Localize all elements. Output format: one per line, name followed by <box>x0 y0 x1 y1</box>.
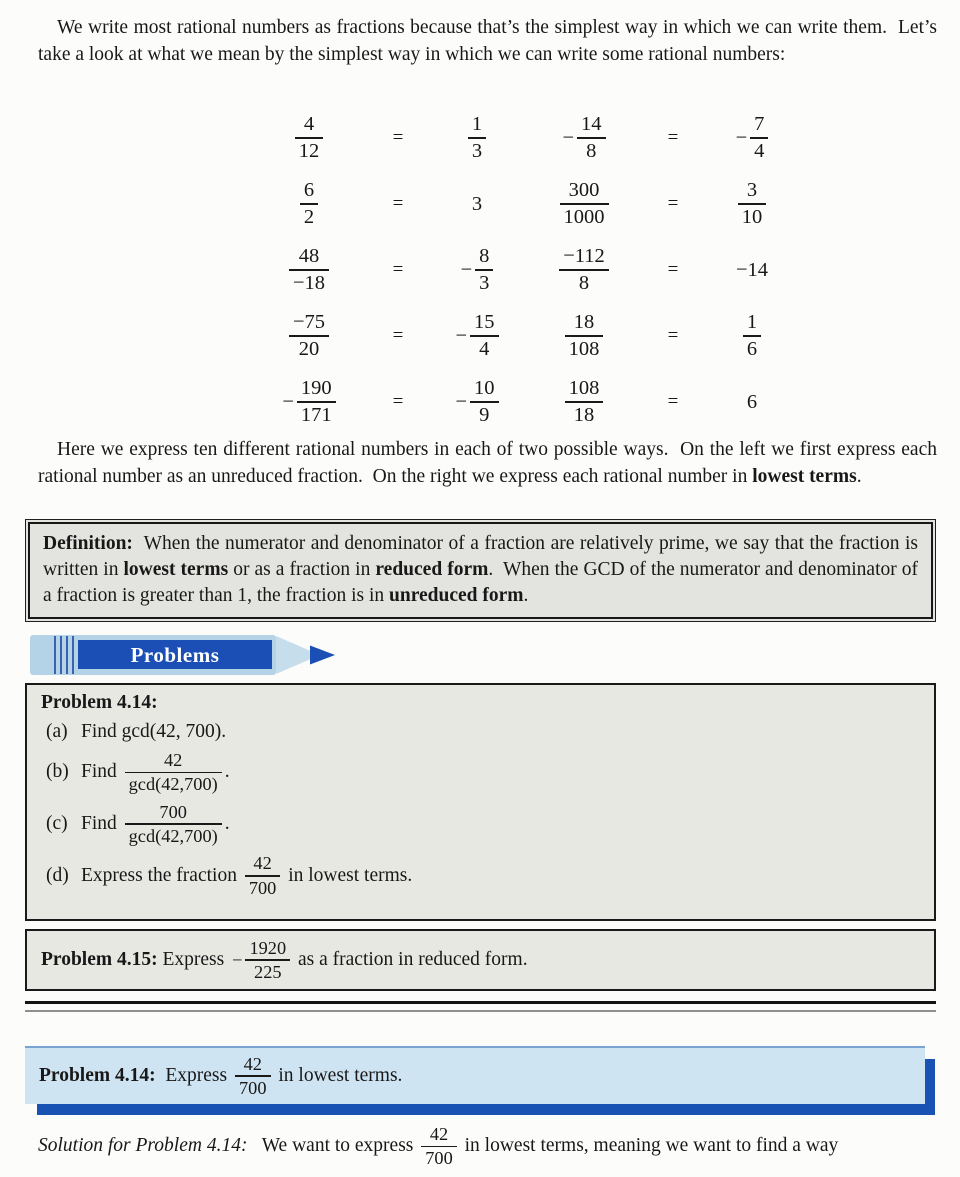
problem-4-14-title: Problem 4.14: <box>41 692 158 713</box>
text-segment: reduced form <box>375 559 489 580</box>
item-label: (b) <box>46 761 69 783</box>
denominator: gcd(42,700) <box>128 825 218 846</box>
denominator: 9 <box>479 403 490 426</box>
minus-sign: − <box>232 949 243 970</box>
equation-rhs <box>696 113 808 163</box>
fraction <box>468 113 486 163</box>
numerator: 10 <box>474 377 495 400</box>
fraction-bar <box>577 137 606 139</box>
fraction <box>235 1054 271 1099</box>
fraction <box>125 802 222 847</box>
problem-item-c <box>41 802 920 847</box>
numerator: 14 <box>581 113 602 136</box>
fraction-equation <box>518 171 808 237</box>
fraction-equation <box>243 105 533 171</box>
numerator: 48 <box>298 245 320 268</box>
equation-lhs <box>243 179 375 229</box>
equals-sign: = <box>392 325 404 346</box>
denominator: 20 <box>298 337 320 360</box>
text-segment: Here we express ten different rational numbers in each of two possible ways. On the left we first express each rational number as an unreduced fraction. On the right we express each rational number in <box>38 439 942 487</box>
numerator: 42 <box>253 853 272 874</box>
equation-rhs <box>421 193 533 216</box>
text-segment: Find <box>81 761 122 783</box>
equation-lhs <box>518 245 650 295</box>
definition-text <box>28 522 933 619</box>
equation-rhs <box>421 245 533 295</box>
fraction-bar <box>297 401 336 403</box>
equation-lhs <box>518 113 650 163</box>
equation-lhs <box>518 311 650 361</box>
problem-item-b <box>41 750 920 795</box>
text-segment: 3 <box>471 192 483 215</box>
equals-sign: = <box>392 127 404 148</box>
text-segment: Express the fraction <box>81 864 242 886</box>
numerator: 4 <box>303 113 315 136</box>
fraction <box>289 311 329 361</box>
equals-sign: = <box>667 193 679 214</box>
text-segment: Problem 4.15: <box>41 949 158 970</box>
denominator: 18 <box>573 403 595 426</box>
pencil-icon <box>28 633 343 677</box>
fraction-bar <box>125 772 222 774</box>
fraction-bar <box>565 335 604 337</box>
text-segment: lowest terms <box>123 559 229 580</box>
text-segment: −14 <box>735 258 769 281</box>
text-segment: . <box>224 761 230 783</box>
text-segment: Find <box>81 813 122 835</box>
text-segment: 6 <box>746 390 758 413</box>
solution-paragraph <box>38 1124 942 1169</box>
fraction <box>743 311 761 361</box>
denominator: −18 <box>292 271 326 294</box>
equals-sign: = <box>392 391 404 412</box>
text-segment: Express <box>155 1065 232 1086</box>
equation-rhs <box>421 113 533 163</box>
problems-banner <box>28 633 343 677</box>
equation-lhs <box>243 245 375 295</box>
denominator: 3 <box>471 139 483 162</box>
fraction <box>289 245 329 295</box>
text-segment: or as a fraction in <box>228 559 376 580</box>
equation-rhs <box>696 259 808 282</box>
equation-lhs <box>518 377 650 427</box>
denominator: gcd(42,700) <box>128 774 218 795</box>
denominator: 8 <box>578 271 590 294</box>
text-segment: in lowest terms, meaning we want to find a way <box>459 1134 839 1156</box>
fraction-bar <box>750 137 768 139</box>
problem-item-d <box>41 853 920 898</box>
text-segment: . When the GCD of the numerator and denominator of a fraction is greater than 1, the fraction is in <box>43 559 923 606</box>
highlighted-problem-box <box>25 1046 925 1104</box>
fraction-bar <box>300 203 318 205</box>
fraction <box>421 1124 457 1169</box>
text-segment: in lowest terms. <box>283 864 413 886</box>
text-segment: lowest terms <box>752 465 857 487</box>
problem-box-4-14 <box>25 683 936 921</box>
equation-rhs <box>421 377 533 427</box>
item-text <box>81 750 230 795</box>
fraction-equation <box>243 369 533 435</box>
numerator: 42 <box>164 750 183 770</box>
fraction-bar <box>468 137 486 139</box>
equals-sign: = <box>667 127 679 148</box>
equals-sign: = <box>392 193 404 214</box>
fraction <box>559 245 609 295</box>
problem-item-a <box>41 721 920 743</box>
numerator: 6 <box>303 179 315 202</box>
minus-sign: − <box>455 390 468 413</box>
numerator: 1 <box>471 113 483 136</box>
numerator: 8 <box>479 245 490 268</box>
denominator: 2 <box>303 205 315 228</box>
numerator: 700 <box>159 801 187 822</box>
fraction <box>455 377 498 427</box>
text-segment: . <box>224 813 230 835</box>
numerator: 1920 <box>249 937 287 958</box>
equals-sign: = <box>667 259 679 280</box>
fraction-equation <box>243 171 533 237</box>
numerator: 15 <box>474 311 495 334</box>
fraction <box>295 113 324 163</box>
numerator: −112 <box>563 245 605 268</box>
fraction <box>565 377 604 427</box>
item-text <box>81 802 230 847</box>
text-segment: unreduced form <box>389 585 524 606</box>
fraction-bar <box>125 823 222 825</box>
fraction-equation <box>518 105 808 171</box>
denominator: 3 <box>479 271 490 294</box>
fraction-bar <box>295 137 324 139</box>
denominator: 225 <box>254 961 282 982</box>
fraction <box>736 113 769 163</box>
denominator: 10 <box>741 205 763 228</box>
text-segment: Express <box>157 949 230 970</box>
fraction-equation <box>243 303 533 369</box>
numerator: −75 <box>292 311 326 334</box>
text-segment: Definition: <box>43 533 133 554</box>
fraction-grid <box>0 105 960 435</box>
denominator: 700 <box>425 1148 453 1169</box>
denominator: 12 <box>298 139 320 162</box>
denominator: 8 <box>586 139 597 162</box>
fraction <box>461 245 494 295</box>
text-segment: . <box>523 585 529 606</box>
text-segment: as a fraction in reduced form. <box>293 949 528 970</box>
fraction <box>282 377 335 427</box>
denominator: 108 <box>568 337 600 360</box>
fraction-equation <box>243 237 533 303</box>
denominator: 700 <box>239 1077 267 1098</box>
item-label: (d) <box>46 864 69 886</box>
equation-lhs <box>243 113 375 163</box>
text-segment: Solution for Problem 4.14: <box>38 1134 248 1156</box>
fraction-bar <box>475 269 493 271</box>
denominator: 6 <box>746 337 758 360</box>
numerator: 108 <box>568 377 600 400</box>
fraction-equation <box>518 369 808 435</box>
item-label: (c) <box>46 813 68 835</box>
fraction-equation <box>518 237 808 303</box>
text-segment: . <box>856 465 862 487</box>
numerator: 1 <box>746 311 758 334</box>
fraction-column-right <box>518 105 808 435</box>
fraction <box>565 311 604 361</box>
equation-lhs <box>243 311 375 361</box>
fraction-bar <box>235 1075 271 1077</box>
denominator: 4 <box>754 139 765 162</box>
equals-sign: = <box>667 325 679 346</box>
equals-sign: = <box>667 391 679 412</box>
fraction-bar <box>470 335 499 337</box>
fraction-bar <box>289 269 329 271</box>
problem-box-4-15 <box>25 929 936 991</box>
numerator: 18 <box>573 311 595 334</box>
fraction <box>300 179 318 229</box>
numerator: 3 <box>746 179 758 202</box>
minus-sign: − <box>735 126 748 149</box>
item-text <box>81 853 412 898</box>
fraction-bar <box>738 203 767 205</box>
fraction <box>125 750 222 795</box>
fraction <box>455 311 498 361</box>
fraction-bar <box>245 875 281 877</box>
text-segment: Find gcd(42, 700). <box>81 721 227 742</box>
numerator: 42 <box>429 1124 449 1144</box>
fraction-column-left <box>243 105 533 435</box>
equation-lhs <box>243 377 375 427</box>
equation-rhs <box>696 179 808 229</box>
definition-box <box>25 519 936 622</box>
fraction-bar <box>560 203 609 205</box>
item-label: (a) <box>46 721 68 742</box>
fraction-bar <box>289 335 329 337</box>
fraction <box>562 113 605 163</box>
fraction-equation <box>518 303 808 369</box>
minus-sign: − <box>282 390 294 413</box>
text-segment: Problem 4.14: <box>39 1065 156 1086</box>
fraction <box>738 179 767 229</box>
equation-rhs <box>421 311 533 361</box>
denominator: 1000 <box>563 205 605 228</box>
problems-banner-label: Problems <box>130 643 220 667</box>
fraction-bar <box>245 959 290 961</box>
minus-sign: − <box>455 324 468 347</box>
minus-sign: − <box>460 258 473 281</box>
fraction-bar <box>421 1146 457 1148</box>
item-text <box>81 721 226 743</box>
section-divider <box>25 1001 936 1012</box>
equation-rhs <box>696 311 808 361</box>
denominator: 4 <box>479 337 490 360</box>
equation-rhs <box>696 391 808 414</box>
text-segment: When the numerator and denominator of a fraction are relatively prime, we say that the fraction is written in <box>43 533 923 580</box>
text-segment: in lowest terms. <box>273 1065 403 1086</box>
numerator: 300 <box>568 179 600 202</box>
fraction <box>232 938 290 983</box>
minus-sign: − <box>562 126 575 149</box>
fraction <box>560 179 609 229</box>
fraction-bar <box>559 269 609 271</box>
fraction-bar <box>565 401 604 403</box>
denominator: 171 <box>300 403 332 426</box>
numerator: 7 <box>754 113 765 136</box>
fraction-bar <box>743 335 761 337</box>
text-segment: We want to express <box>247 1134 419 1156</box>
fraction-bar <box>470 401 499 403</box>
equals-sign: = <box>392 259 404 280</box>
equation-lhs <box>518 179 650 229</box>
numerator: 42 <box>243 1053 262 1074</box>
explanation-paragraph <box>38 437 942 490</box>
denominator: 700 <box>248 877 277 898</box>
intro-paragraph: We write most rational numbers as fractions because that’s the simplest way in which we can write them. Let’s take a look at what we mean by the simplest way in which we can write some rational numbers: <box>38 17 937 65</box>
fraction <box>245 853 281 898</box>
numerator: 190 <box>300 377 332 400</box>
